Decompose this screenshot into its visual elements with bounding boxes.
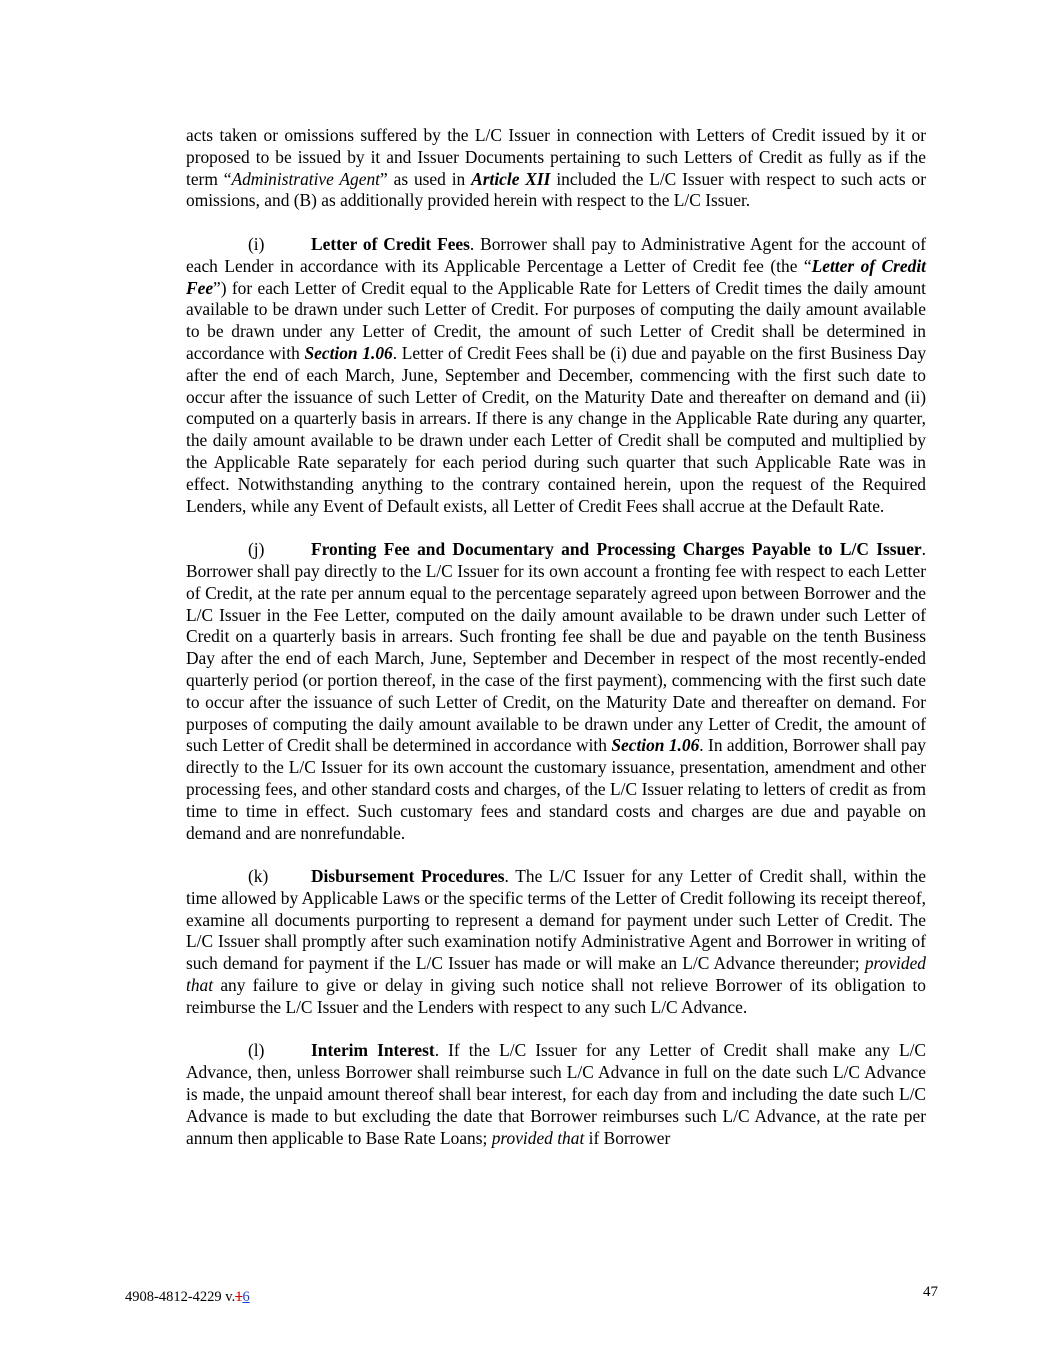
document-body xyxy=(186,125,926,1171)
text-run: . Letter of Credit Fees shall be (i) due and payable on the first Business Day after the end of each March, June, September and December, commencing with the first such date to occur after the issuance of such Letter of Credit, on the Maturity Date and thereafter on demand and (ii) computed on a quarterly basis in arrears. If there is any change in the Applicable Rate during any quarter, the daily amount available to be drawn under each Letter of Credit shall be computed and multiplied by the Applicable Rate separately for each period during such quarter that such Applicable Rate was in effect. Notwithstanding anything to the contrary contained herein, upon the request of the Required Lenders, while any Event of Default exists, all Letter of Credit Fees shall accrue at the Default Rate. xyxy=(186,342,927,516)
document-id-footer xyxy=(125,1289,250,1306)
text-run: . Borrower shall pay directly to the L/C Issuer for its own account a fronting fee with respect to each Letter of Credit, at the rate per annum equal to the percentage separately agreed upon between Borrower and the L/C Issuer in the Fee Letter, computed on the daily amount available to be drawn under such Letter of Credit on a quarterly basis in arrears. Such fronting fee shall be due and payable on the tenth Business Day after the end of each March, June, September and December in respect of the most recently-ended quarterly period (or portion thereof, in the case of the first payment), commencing with the first such date to occur after the issuance of such Letter of Credit, on the Maturity Date and thereafter on demand. For purposes of computing the daily amount available to be drawn under any Letter of Credit, the amount of such Letter of Credit shall be determined in accordance with xyxy=(186,539,926,756)
text-run: ”) for each Letter of Credit equal to the Applicable Rate for Letters of Credit times the daily amount available to be drawn under such Letter of Credit. For purposes of computing the daily amount available to be drawn under any Letter of Credit, the amount of such Letter of Credit shall be determined in accordance with xyxy=(186,277,926,363)
paragraph-heading: Interim Interest xyxy=(311,1040,435,1061)
paragraph-number: (l) xyxy=(248,1040,265,1061)
proviso-term: provided that xyxy=(186,953,926,996)
text-run: ” as used in xyxy=(380,168,472,189)
paragraph-number: (j) xyxy=(248,539,265,560)
text-run: acts taken or omissions suffered by the L/C Issuer in connection with Letters of Credit issued by it or proposed to be issued by it and Issuer Documents pertaining to such Letters of Credit as fully as if the term “ xyxy=(186,125,926,189)
paragraph-heading: Fronting Fee and Documentary and Processing Charges Payable to L/C Issuer xyxy=(311,539,922,560)
proviso-term: provided that xyxy=(491,1127,585,1148)
text-run: . The L/C Issuer for any Letter of Credit shall, within the time allowed by Applicable Laws or the specific terms of the Letter of Credit following its receipt thereof, examine all documents purporting to represent a demand for payment under such Letter of Credit. The L/C Issuer shall promptly after such examination notify Administrative Agent and Borrower in writing of such demand for payment if the L/C Issuer has made or will make an L/C Advance thereunder; xyxy=(186,866,926,974)
text-run: any failure to give or delay in giving such notice shall not relieve Borrower of its obligation to reimburse the L/C Issuer and the Lenders with respect to any such L/C Advance. xyxy=(186,975,926,1017)
text-run: if Borrower xyxy=(584,1127,671,1148)
inserted-version-number: 6 xyxy=(242,1289,250,1305)
paragraph-heading: Letter of Credit Fees xyxy=(311,233,470,254)
paragraph-k xyxy=(186,866,926,1019)
text-run: included the L/C Issuer with respect to such acts or omissions, and (B) as additionally provided herein with respect to the L/C Issuer. xyxy=(186,168,926,211)
paragraph-number: (k) xyxy=(248,866,269,887)
defined-term: Administrative Agent xyxy=(231,168,380,189)
paragraph-j xyxy=(186,539,926,844)
article-reference: Article XII xyxy=(471,168,551,189)
section-reference: Section 1.06 xyxy=(304,342,393,363)
opening-paragraph xyxy=(186,125,926,212)
paragraph-l xyxy=(186,1040,926,1149)
text-run: . If the L/C Issuer for any Letter of Credit shall make any L/C Advance, then, unless Borrower shall reimburse such L/C Advance in full on the date such L/C Advance is made, the unpaid amount thereof shall bear interest, for each day from and including the date such L/C Advance is made to but excluding the date that Borrower reimburses such L/C Advance, at the rate per annum then applicable to Base Rate Loans; xyxy=(186,1040,926,1148)
document-id: 4908-4812-4229 v. xyxy=(125,1289,236,1305)
section-reference: Section 1.06 xyxy=(611,735,700,756)
paragraph-heading: Disbursement Procedures xyxy=(311,866,505,887)
deleted-version-number: 1 xyxy=(235,1289,243,1305)
paragraph-number: (i) xyxy=(248,233,265,254)
defined-term: Letter of Credit Fee xyxy=(186,255,926,298)
text-run: . In addition, Borrower shall pay directly to the L/C Issuer for its own account the customary issuance, presentation, amendment and other processing fees, and other standard costs and charges, of the L/C Issuer relating to letters of credit as from time to time in effect. Such customary fees and standard costs and charges are due and payable on demand and are nonrefundable. xyxy=(186,735,926,843)
text-run: . Borrower shall pay to Administrative Agent for the account of each Lender in accordance with its Applicable Percentage a Letter of Credit fee (the “ xyxy=(186,233,926,276)
paragraph-i xyxy=(186,234,926,517)
page-number: 47 xyxy=(923,1284,938,1300)
